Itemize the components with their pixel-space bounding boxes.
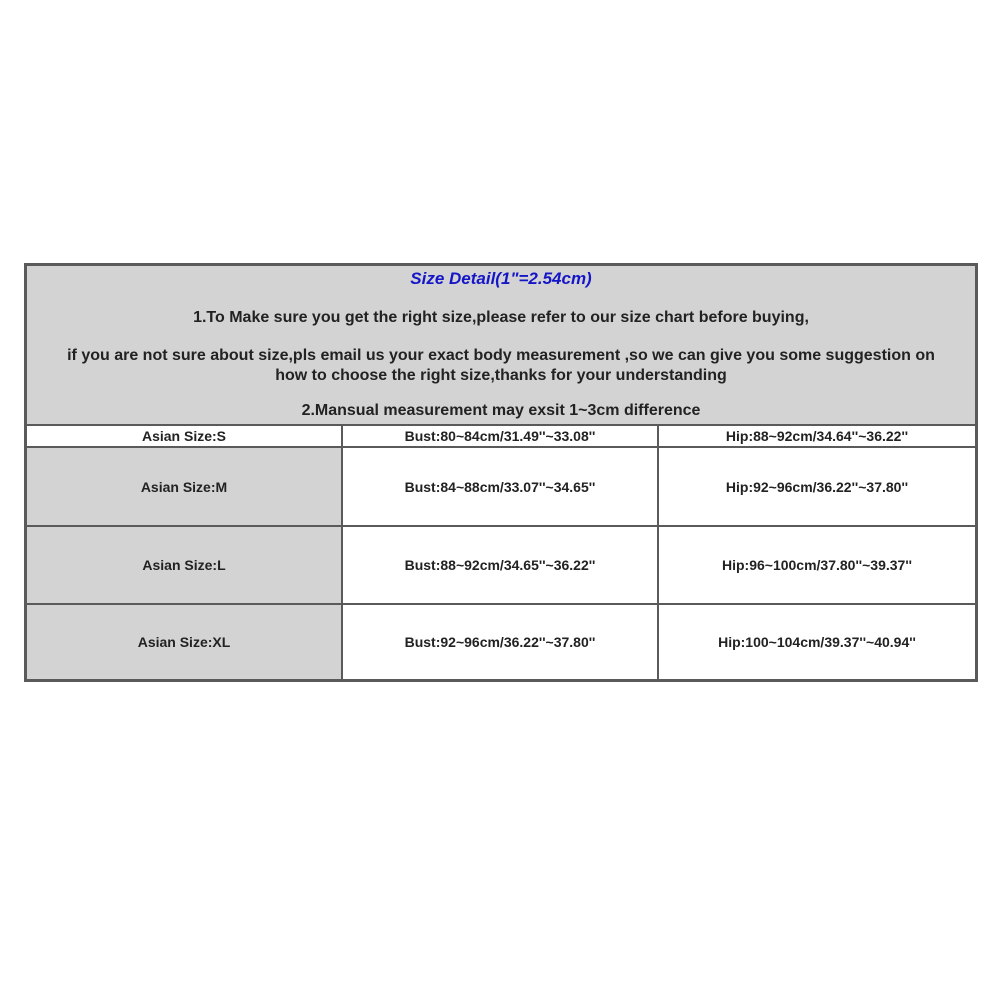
bust-value: Bust:92~96cm/36.22''~37.80'' bbox=[341, 605, 657, 679]
bust-value: Bust:88~92cm/34.65''~36.22'' bbox=[341, 527, 657, 603]
hip-value: Hip:96~100cm/37.80''~39.37'' bbox=[657, 527, 975, 603]
size-row-s bbox=[27, 424, 975, 446]
size-row-xl bbox=[27, 603, 975, 679]
hip-value: Hip:100~104cm/39.37''~40.94'' bbox=[657, 605, 975, 679]
size-row-l bbox=[27, 525, 975, 603]
size-label: Asian Size:M bbox=[27, 448, 341, 525]
bust-value: Bust:84~88cm/33.07''~34.65'' bbox=[341, 448, 657, 525]
size-detail-table bbox=[24, 263, 978, 682]
size-note-contact bbox=[27, 346, 975, 386]
size-label: Asian Size:S bbox=[27, 426, 341, 446]
size-detail-title: Size Detail(1"=2.54cm) bbox=[410, 269, 592, 288]
size-note-contact-line-2: how to choose the right size,thanks for your understanding bbox=[275, 367, 727, 384]
size-row-m bbox=[27, 446, 975, 525]
hip-value: Hip:92~96cm/36.22''~37.80'' bbox=[657, 448, 975, 525]
size-label: Asian Size:XL bbox=[27, 605, 341, 679]
hip-value: Hip:88~92cm/34.64''~36.22'' bbox=[657, 426, 975, 446]
size-label: Asian Size:L bbox=[27, 527, 341, 603]
size-note-contact-line-1: if you are not sure about size,pls email us your exact body measurement ,so we can give you some suggestion on bbox=[67, 347, 935, 364]
size-detail-header bbox=[27, 266, 975, 424]
size-note-1: 1.To Make sure you get the right size,please refer to our size chart before buying, bbox=[193, 309, 809, 326]
bust-value: Bust:80~84cm/31.49''~33.08'' bbox=[341, 426, 657, 446]
size-note-2: 2.Mansual measurement may exsit 1~3cm difference bbox=[301, 402, 701, 419]
